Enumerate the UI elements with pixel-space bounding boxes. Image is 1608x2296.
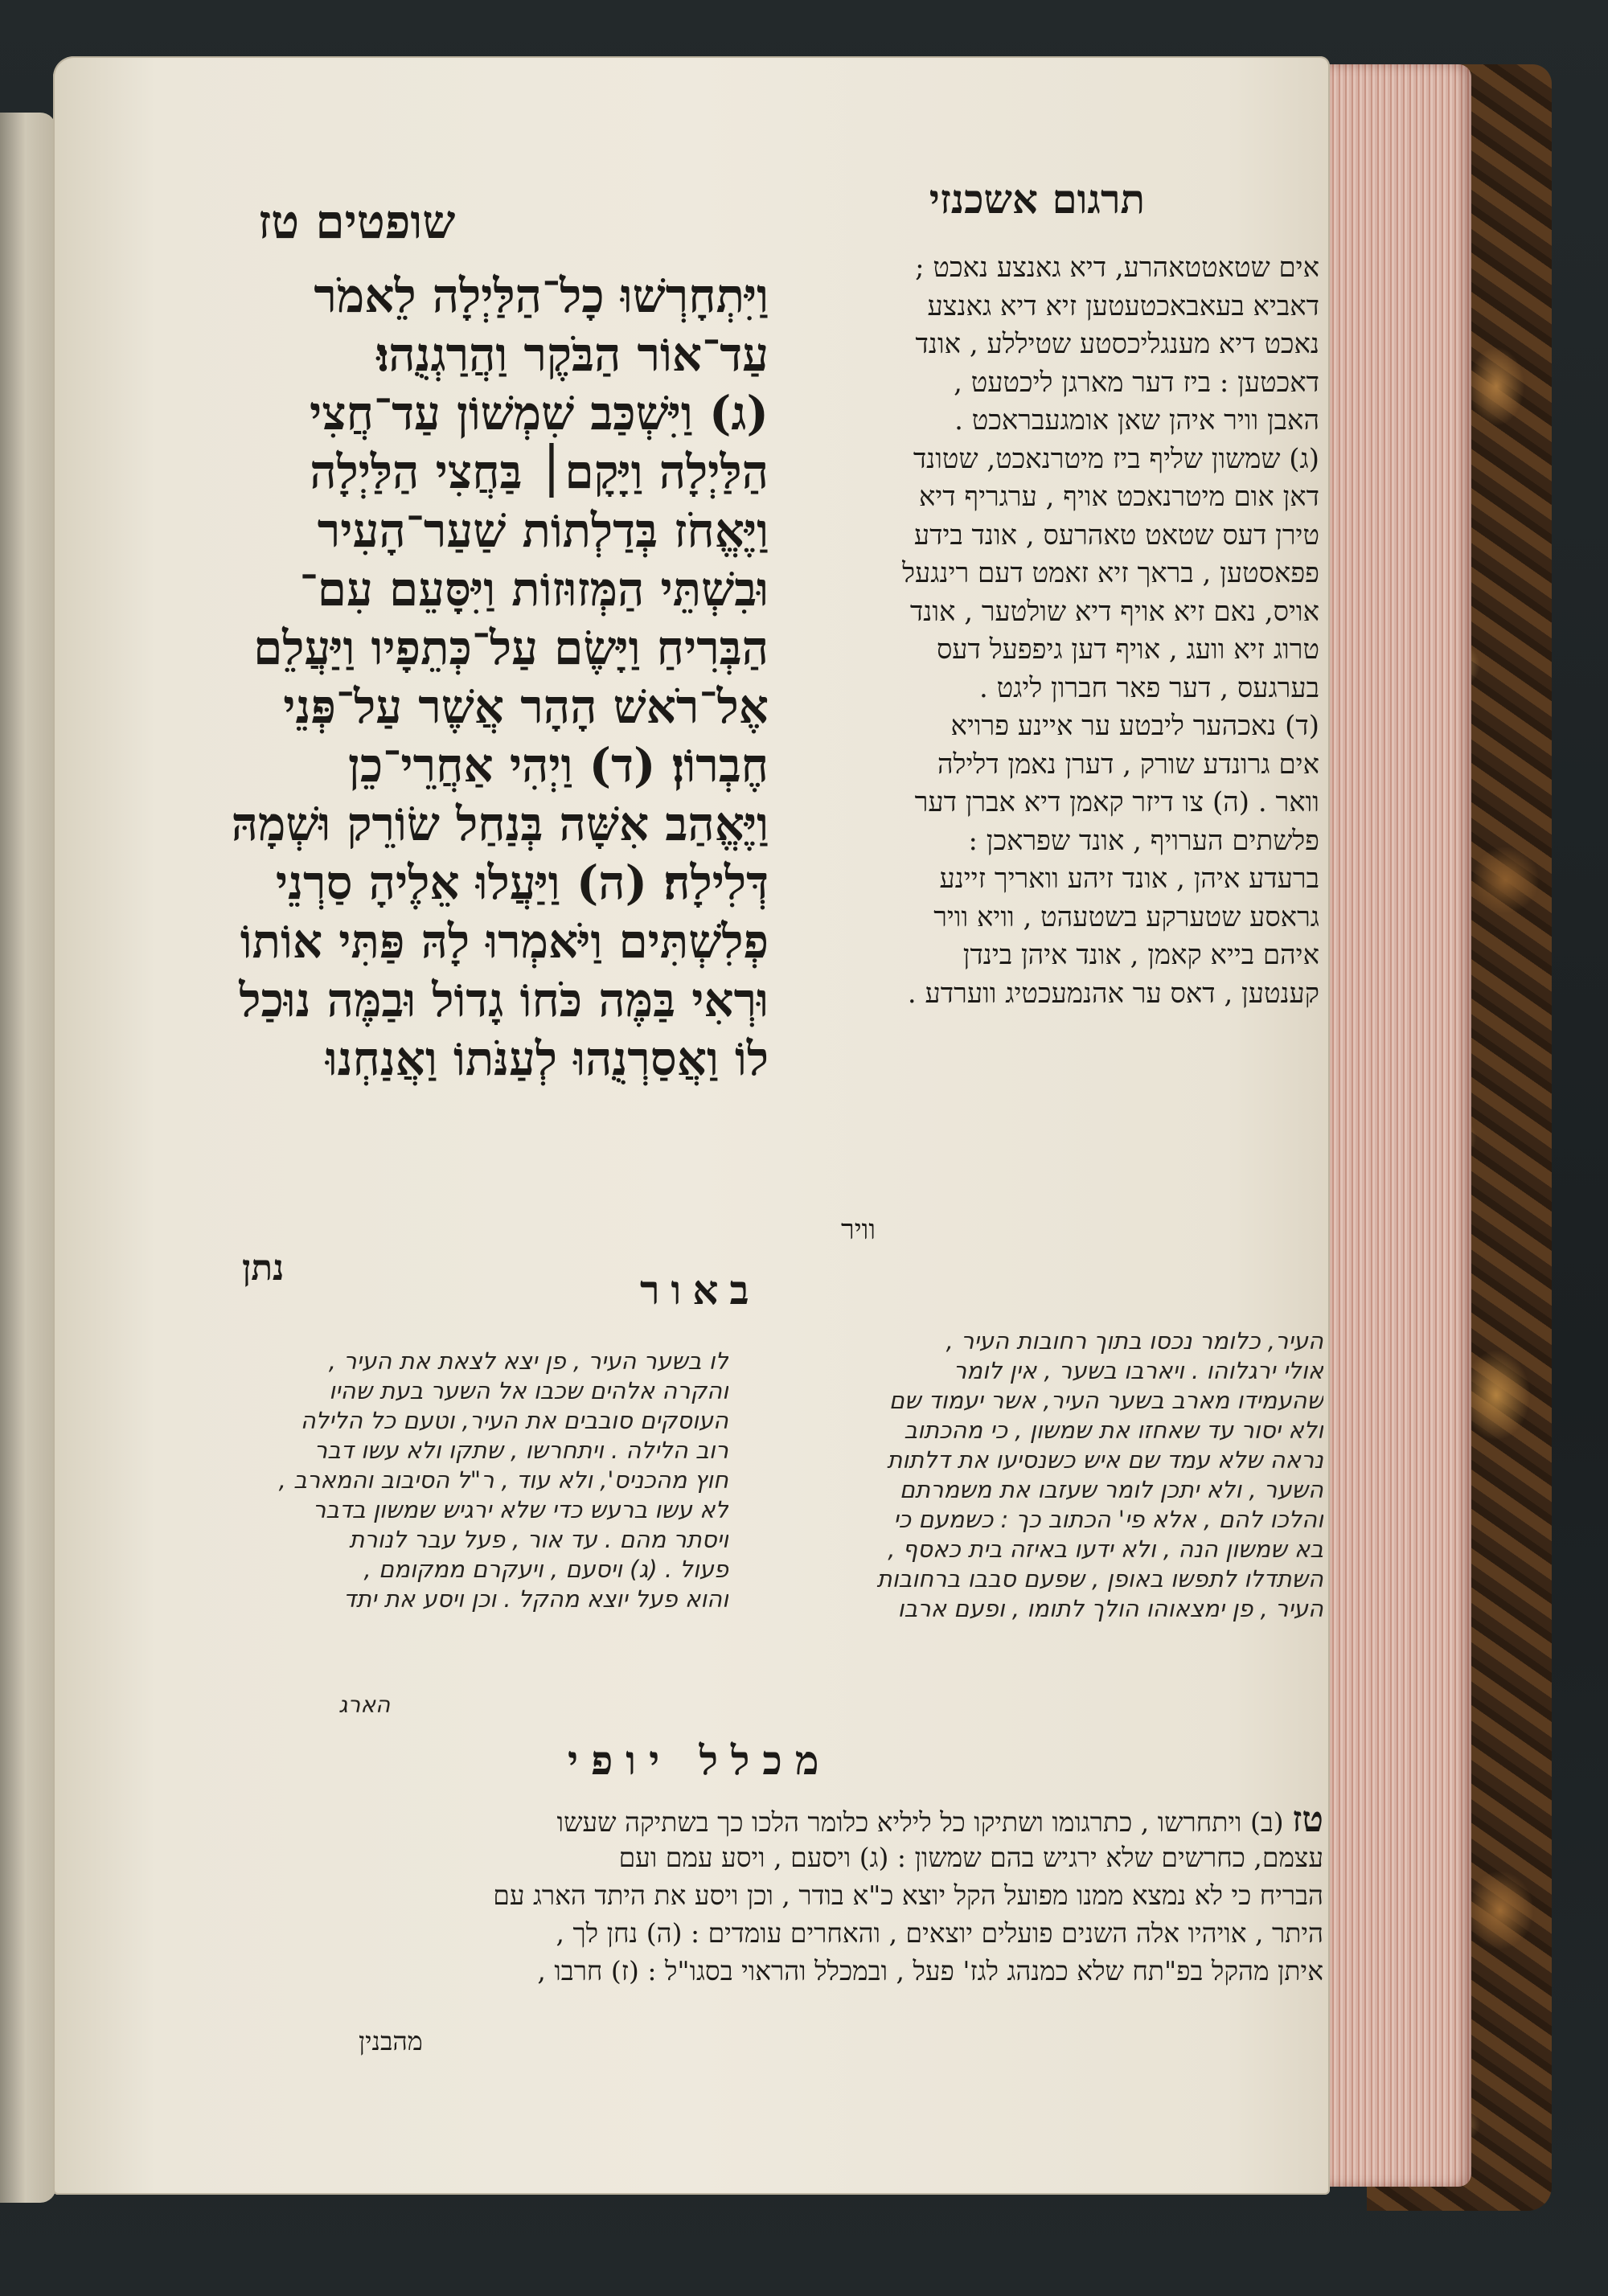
translation-line: דאכטען : ביז דער מארגן ליכטעט , bbox=[954, 366, 1319, 399]
translation-line: טירן דעס שטאט טאהרעס , אונד בידע bbox=[913, 519, 1319, 551]
biblical-text-column bbox=[158, 267, 769, 1089]
translation-line: (ד) נאכהער ליבטע ער איינע פרויא bbox=[950, 710, 1319, 742]
facing-page-edge bbox=[0, 113, 56, 2203]
mikhlal-line bbox=[174, 1801, 1323, 1839]
mikhlal-yofi-block bbox=[174, 1801, 1323, 1990]
biur-line: השער , ולא יתכן לומר שעזבו את משמרתם bbox=[899, 1476, 1323, 1503]
biblical-line: לוֹ וַאֲסַרְנֻהוּ לְעַנֹּתוֹ וַאֲנַחְנוּ bbox=[325, 1031, 769, 1086]
mikhlal-line: הבריח כי לא נמצא ממנו מפועל הקל יוצא כ"א בודר , וכן ויסע את היתד הארג עם bbox=[493, 1880, 1323, 1911]
translation-line: איהם בייא קאמן , אונד איהן בינדן bbox=[962, 939, 1319, 971]
biur-line: לו בשער העיר , פן יצא לצאת את העיר , bbox=[328, 1347, 728, 1375]
biblical-line: הַלַּיְלָה וַיָּקָם׀ בַּחֲצִי הַלַּיְלָה bbox=[310, 445, 769, 499]
translation-line: ברעדע איהן , אונד זיהע וואריך זיינע bbox=[939, 863, 1319, 895]
translation-line: פפאסטען , בראך זיא זאמט דעם רינגעל bbox=[902, 557, 1319, 589]
translation-line: קענטען , דאס ער אהנמעכטיג ווערדע . bbox=[907, 977, 1319, 1010]
mikhlal-line-text: (ב) ויתחרשו , כתרגומו ושתיקו כל ליליא כלומר הלכו כך בשתיקה שעשו bbox=[556, 1806, 1284, 1838]
biur-line: בא שמשון הנה , ולא ידעו באיזה בית כאסף , bbox=[888, 1535, 1323, 1563]
translation-line: אים גרונדע שורק , דערן נאמן דלילה bbox=[937, 748, 1319, 781]
biur-line: פעול . (ג) ויסעם , ויעקרם ממקומם , bbox=[363, 1556, 728, 1583]
translation-line: וואר . (ה) צו דיזר קאמן דיא אברן דער bbox=[914, 786, 1319, 818]
translation-catchword: וויר bbox=[841, 1214, 876, 1246]
biur-line: ויסתר מהם . עד אור , פעל עבר לנורת bbox=[349, 1526, 728, 1553]
translation-line: טרוג זיא וועג , אויף דען גיפפעל דעס bbox=[936, 633, 1319, 666]
biur-line: העוסקים סובבים את העיר, וטעם כל הלילה bbox=[300, 1407, 728, 1434]
biblical-line: פְלִשְׁתִּים וַיֹּאמְרוּ לָהּ פַּתִּי אוֹתוֹ bbox=[240, 914, 769, 969]
translation-column bbox=[740, 249, 1319, 1013]
biblical-line: הַבְּרִיחַ וַיָּשֶׂם עַל־כְּתֵפָיו וַיַּעֲלֵם bbox=[253, 621, 769, 675]
biblical-line: וַיֶּאֱחֹז בְּדַלְתוֹת שַׁעַר־הָעִיר bbox=[317, 503, 769, 558]
translation-line: האבן וויר איהן שאן אומגעבראכט . bbox=[954, 404, 1319, 437]
translation-line: נאכט דיא מענגליכסטע שטיללע , אונד bbox=[915, 328, 1319, 360]
translation-line: אים שטאטטאהרע, דיא גאנצע נאכט ; bbox=[915, 252, 1319, 284]
biblical-line: (ג) וַיִּשְׁכַּב שִׁמְשׁוֹן עַד־חֲצִי bbox=[310, 386, 769, 441]
biur-line: אולי ירגלוהו . ויארבו בשער , אין לומר bbox=[953, 1357, 1323, 1384]
biur-line: והוא פעל יוצא מהקל . וכן ויסע את יתד bbox=[343, 1585, 728, 1613]
translation-line: פלשתים הערויף , אונד שפראכן : bbox=[968, 824, 1319, 857]
biblical-line: וּרְאִי בַּמֶּה כֹּחוֹ גָדוֹל וּבַמֶּה נוּכַל bbox=[239, 973, 769, 1027]
mikhlal-line: עצמם, כחרשים שלא ירגיש בהם שמשון : (ג) ויסעם , ויסע עמם ועם bbox=[618, 1842, 1323, 1873]
biur-line: לא עשו ברעש כדי שלא ירגיש שמשון בדבר bbox=[312, 1496, 728, 1523]
translation-line: דאן אום מיטרנאכט אויף , ערגריף דיא bbox=[918, 481, 1319, 513]
biblical-line: חֶבְרוֹן׃ (ד) וַיְהִי אַחֲרֵי־כֵן bbox=[348, 738, 769, 793]
biur-left-column bbox=[198, 1347, 728, 1614]
biur-line: והלכו להם , אלא פי' הכתוב כך : כשמעם כי bbox=[893, 1506, 1323, 1533]
biur-line: והקרה אלהים שכבו אל השער בעת שהיו bbox=[329, 1377, 728, 1404]
translation-line: דאביא בעאבאכטעטען זיא דיא גאנצע bbox=[927, 289, 1319, 322]
biblical-catchword: נתן bbox=[242, 1248, 285, 1289]
biur-catchword: הארג bbox=[338, 1691, 391, 1718]
mikhlal-line: היתר , אויהיו אלה השנים פועלים יוצאים , והאחרים עומדים : (ה) נחן לך , bbox=[556, 1917, 1323, 1949]
biblical-line: עַד־אוֹר הַבֹּקֶר וַהֲרַגְנֻהוּ׃ bbox=[376, 327, 769, 382]
translation-line: גראסע שטערקע בשטעהט , וויא וויר bbox=[933, 900, 1319, 933]
mikhlal-yofi-heading: מכלל יופי bbox=[568, 1736, 832, 1784]
chapter-mark: טז bbox=[1292, 1801, 1323, 1839]
page-block-edges bbox=[1311, 64, 1471, 2187]
book-page bbox=[53, 56, 1330, 2195]
biblical-line: וּבִשְׁתֵּי הַמְּזוּזוֹת וַיִּסָּעֵם עִם־ bbox=[299, 562, 769, 617]
biur-line: נראה שלא עמד שם איש כשנסיעו את דלתות bbox=[887, 1446, 1323, 1474]
biur-line: ולא יסור עד שאחזו את שמשון , כי מהכתוב bbox=[904, 1417, 1323, 1444]
biur-line: השתדלו לתפשו באופן , שפעם סבבו ברחובות bbox=[876, 1565, 1323, 1593]
running-header-right: תרגום אשכנזי bbox=[929, 175, 1145, 223]
biblical-line: דְּלִילָה׃ (ה) וַיַּעֲלוּ אֵלֶיהָ סַרְנֵי bbox=[275, 855, 769, 910]
biblical-line: וַיִּתְחָרְשׁוּ כָל־הַלַּיְלָה לֵאמֹר bbox=[314, 269, 769, 323]
translation-line: (ג) שמשון שליף ביז מיטרנאכט, שטונד bbox=[913, 442, 1319, 475]
mikhlal-line: איתן מהקל בפ"תח שלא כמנהג לגז' פעל , ובמכלל והראוי בסגו"ל : (ז) חרבו , bbox=[537, 1955, 1323, 1986]
biur-line: חוץ מהכניס', ולא עוד , ר"ל הסיבוב והמארב , bbox=[278, 1466, 728, 1494]
biur-right-column bbox=[761, 1326, 1323, 1624]
mikhlal-catchword: מהבנין bbox=[359, 2026, 423, 2056]
biur-line: שהעמידו מארב בשער העיר, אשר יעמוד שם bbox=[888, 1387, 1323, 1414]
translation-line: אויס, נאם זיא אויף דיא שולטער , אונד bbox=[909, 595, 1319, 628]
biur-line: העיר, כלומר נכסו בתוך רחובות העיר , bbox=[946, 1327, 1323, 1355]
running-header-left: שופטים טז bbox=[258, 195, 456, 249]
translation-line: בערגעס , דער פאר חברון ליגט . bbox=[979, 671, 1319, 704]
biur-heading: באור bbox=[640, 1266, 761, 1314]
biur-line: העיר , פן ימצאוהו הולך לתומו , ופעם ארבו bbox=[897, 1595, 1323, 1622]
biblical-line: אֶל־רֹאשׁ הָהָר אֲשֶׁר עַל־פְּנֵי bbox=[283, 679, 769, 734]
biur-line: רוב הלילה . ויתחרשו , שתקו ולא עשו דבר bbox=[314, 1437, 728, 1464]
biblical-line: וַיֶּאֱהַב אִשָּׁה בְּנַחַל שׂוֹרֵק וּשְׁמָהּ bbox=[231, 797, 769, 851]
